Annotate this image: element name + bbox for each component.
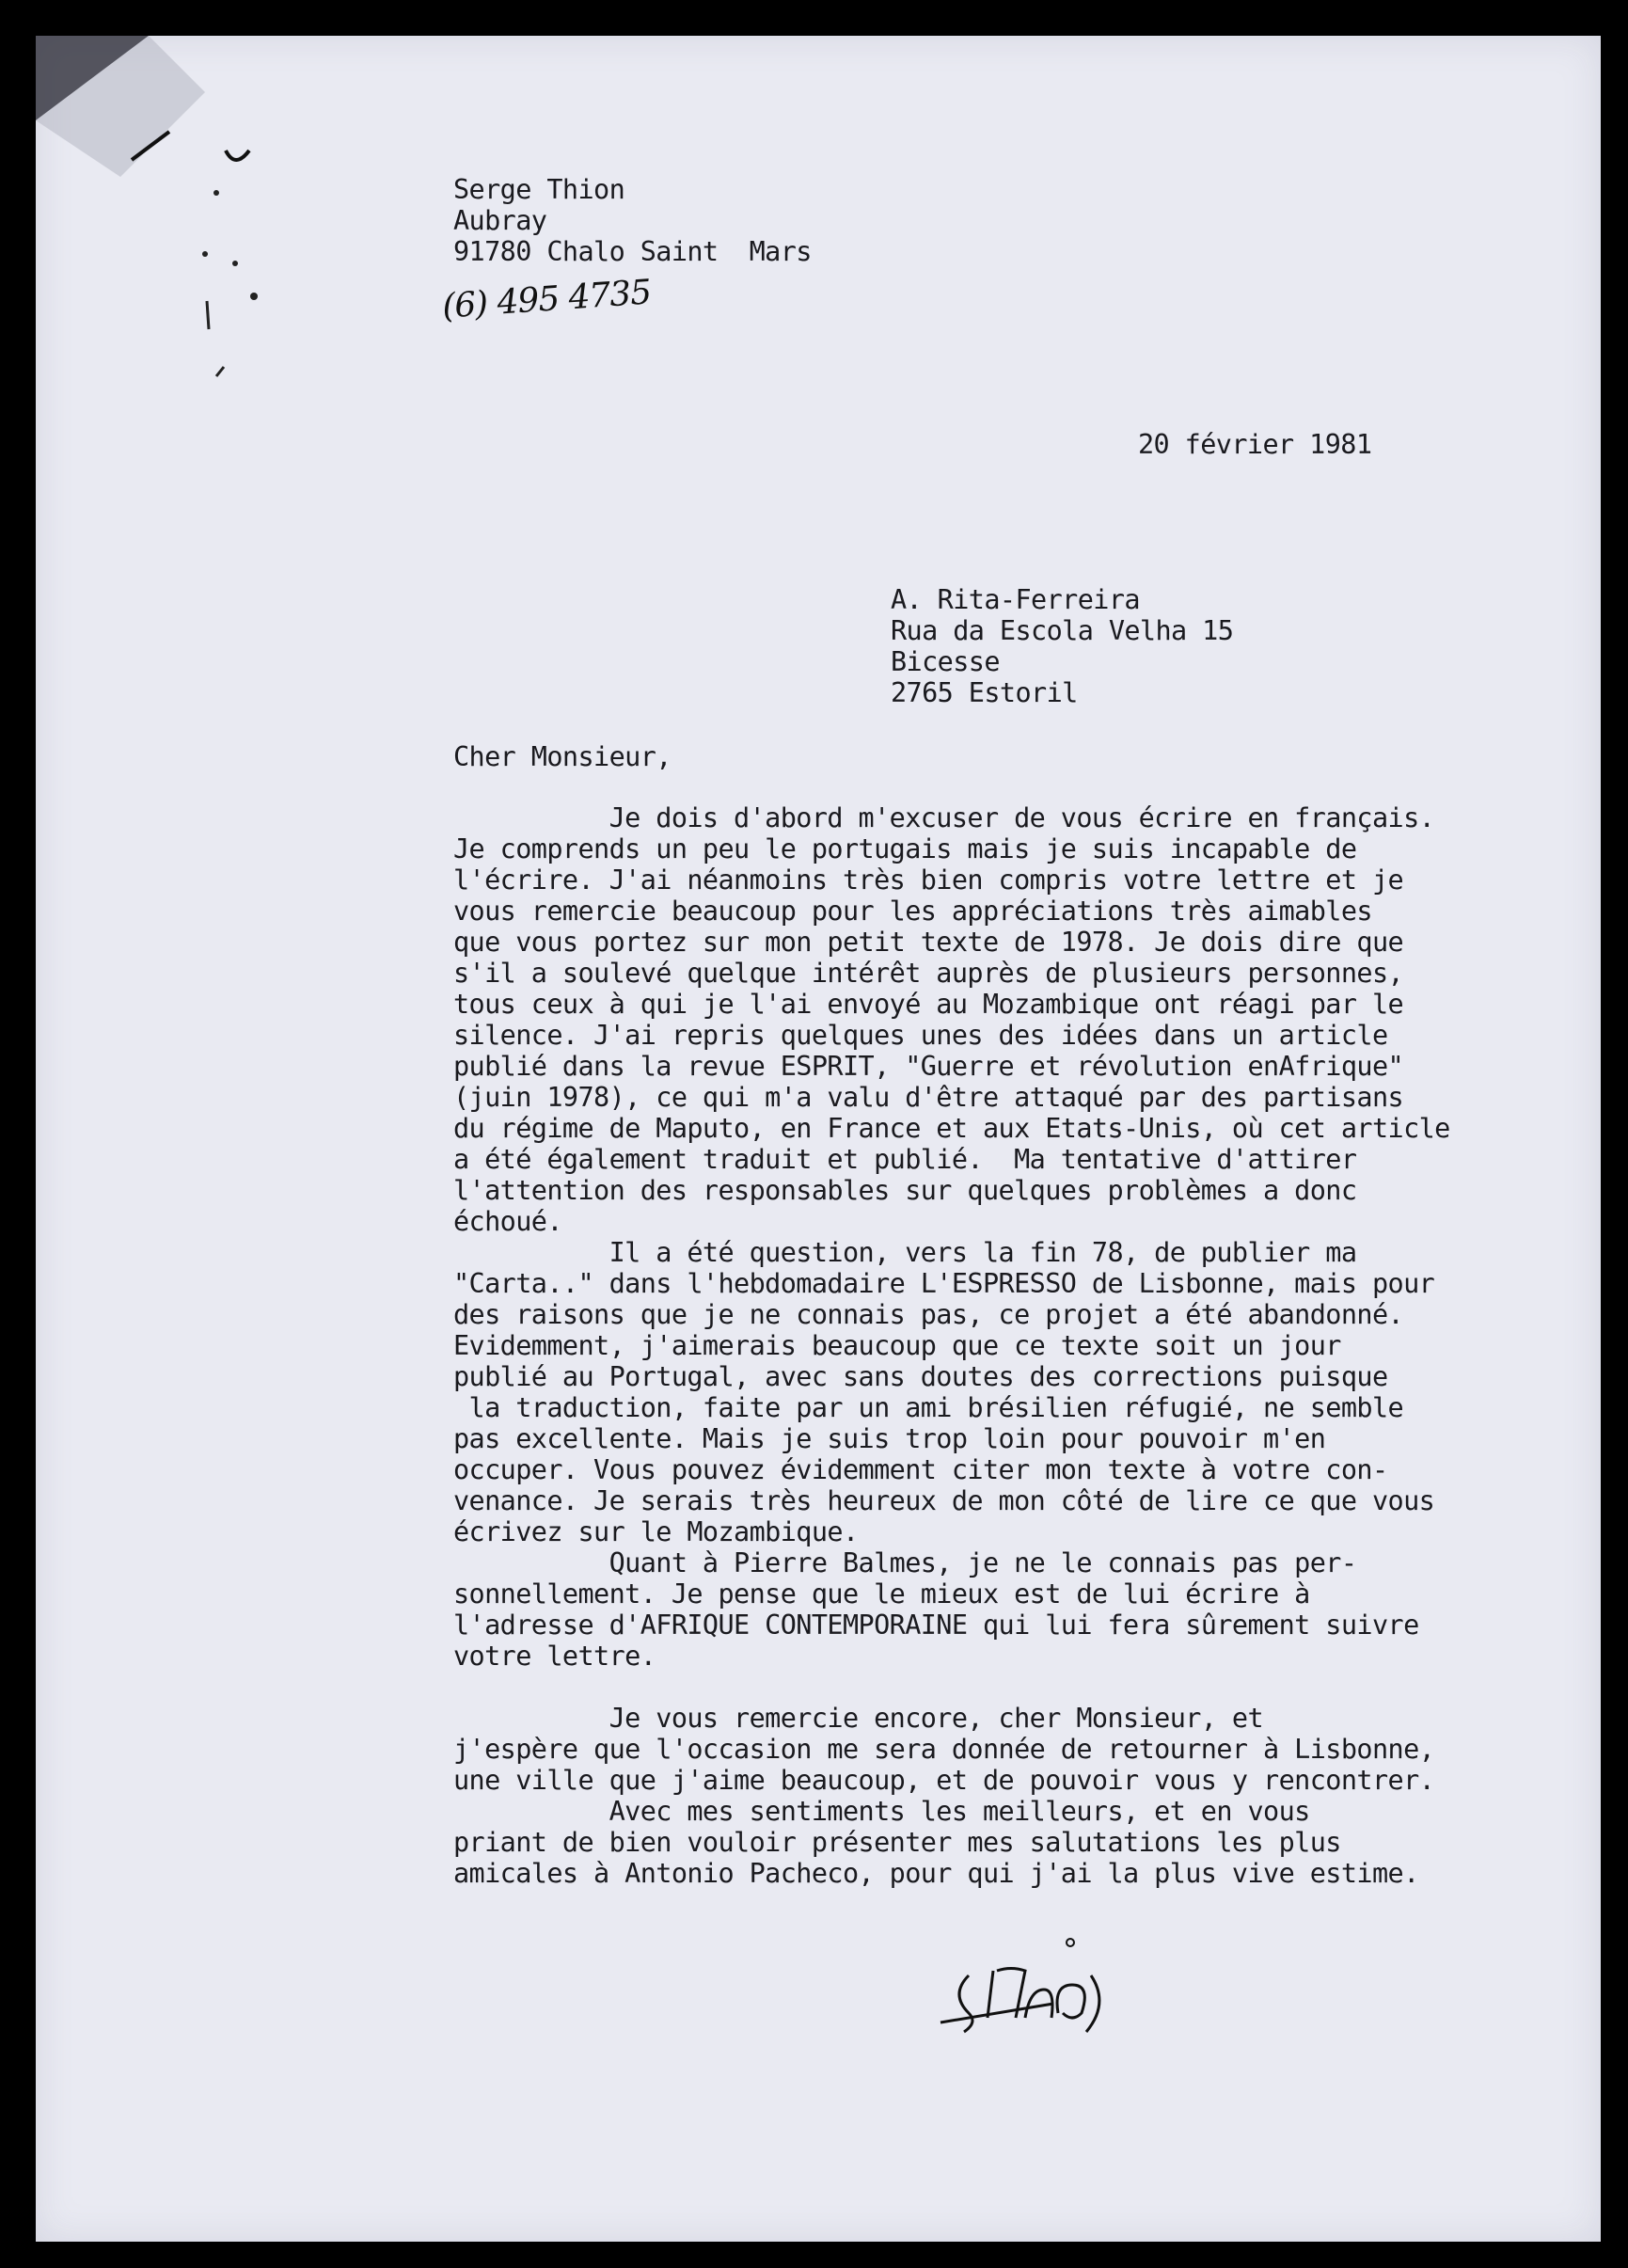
body-line: priant de bien vouloir présenter mes salutations les plus <box>453 1827 1341 1858</box>
body-line: s'il a soulevé quelque intérêt auprès de plusieurs personnes, <box>453 958 1404 989</box>
body-line: l'adresse d'AFRIQUE CONTEMPORAINE qui lui fera sûrement suivre <box>453 1610 1419 1641</box>
body-line: "Carta.." dans l'hebdomadaire L'ESPRESSO de Lisbonne, mais pour <box>453 1268 1435 1299</box>
recipient-line: Bicesse <box>891 646 1000 677</box>
sender-line: Aubray <box>453 205 547 236</box>
recipient-line: 2765 Estoril <box>891 677 1078 708</box>
sender-line: Serge Thion <box>453 174 625 205</box>
body-line: l'attention des responsables sur quelques problèmes a donc <box>453 1175 1357 1206</box>
recipient-address <box>891 584 1233 708</box>
sender-line: 91780 Chalo Saint Mars <box>453 236 812 267</box>
body-line: publié dans la revue ESPRIT, "Guerre et révolution enAfrique" <box>453 1051 1404 1082</box>
salutation: Cher Monsieur, <box>453 741 672 772</box>
body-line: écrivez sur le Mozambique. <box>453 1516 859 1547</box>
body-line: Evidemment, j'aimerais beaucoup que ce texte soit un jour <box>453 1330 1341 1361</box>
body-line: une ville que j'aime beaucoup, et de pouvoir vous y rencontrer. <box>453 1765 1435 1796</box>
letter-body <box>453 802 1450 1889</box>
body-line: échoué. <box>453 1206 562 1237</box>
body-line: tous ceux à qui je l'ai envoyé au Mozambique ont réagi par le <box>453 989 1404 1020</box>
body-line: vous remercie beaucoup pour les appréciations très aimables <box>453 896 1372 927</box>
body-line: occuper. Vous pouvez évidemment citer mon texte à votre con- <box>453 1454 1388 1485</box>
body-line: votre lettre. <box>453 1641 656 1672</box>
body-line: j'espère que l'occasion me sera donnée de retourner à Lisbonne, <box>453 1734 1435 1765</box>
handwritten-phone-number: (6) 495 4735 <box>440 273 653 326</box>
sender-address <box>453 174 812 267</box>
body-line: (juin 1978), ce qui m'a valu d'être attaqué par des partisans <box>453 1082 1404 1113</box>
recipient-line: Rua da Escola Velha 15 <box>891 615 1234 646</box>
body-line: Il a été question, vers la fin 78, de publier ma <box>453 1237 1357 1268</box>
recipient-line: A. Rita-Ferreira <box>891 584 1140 615</box>
body-line: Avec mes sentiments les meilleurs, et en vous <box>453 1796 1310 1827</box>
body-line: la traduction, faite par un ami brésilien réfugié, ne semble <box>453 1392 1404 1423</box>
body-line: pas excellente. Mais je suis trop loin pour pouvoir m'en <box>453 1423 1326 1454</box>
body-line: a été également traduit et publié. Ma tentative d'attirer <box>453 1144 1357 1175</box>
handwritten-signature <box>931 1919 1138 2051</box>
body-line: sonnellement. Je pense que le mieux est de lui écrire à <box>453 1578 1310 1610</box>
body-line: Quant à Pierre Balmes, je ne le connais pas per- <box>453 1547 1357 1578</box>
body-line: des raisons que je ne connais pas, ce projet a été abandonné. <box>453 1299 1404 1330</box>
body-line: silence. J'ai repris quelques unes des idées dans un article <box>453 1020 1388 1051</box>
body-line: du régime de Maputo, en France et aux Etats-Unis, où cet article <box>453 1113 1450 1144</box>
margin-marks <box>94 113 301 414</box>
body-line: l'écrire. J'ai néanmoins très bien compris votre lettre et je <box>453 864 1404 896</box>
body-line: Je dois d'abord m'excuser de vous écrire en français. <box>453 802 1435 833</box>
body-line: venance. Je serais très heureux de mon côté de lire ce que vous <box>453 1485 1435 1516</box>
body-line: publié au Portugal, avec sans doutes des corrections puisque <box>453 1361 1388 1392</box>
body-line <box>453 1672 1450 1703</box>
body-line: Je comprends un peu le portugais mais je suis incapable de <box>453 833 1357 864</box>
body-line: amicales à Antonio Pacheco, pour qui j'ai la plus vive estime. <box>453 1858 1419 1889</box>
body-line: que vous portez sur mon petit texte de 1978. Je dois dire que <box>453 927 1404 958</box>
body-line: Je vous remercie encore, cher Monsieur, et <box>453 1703 1264 1734</box>
letter-date: 20 février 1981 <box>1138 429 1372 460</box>
